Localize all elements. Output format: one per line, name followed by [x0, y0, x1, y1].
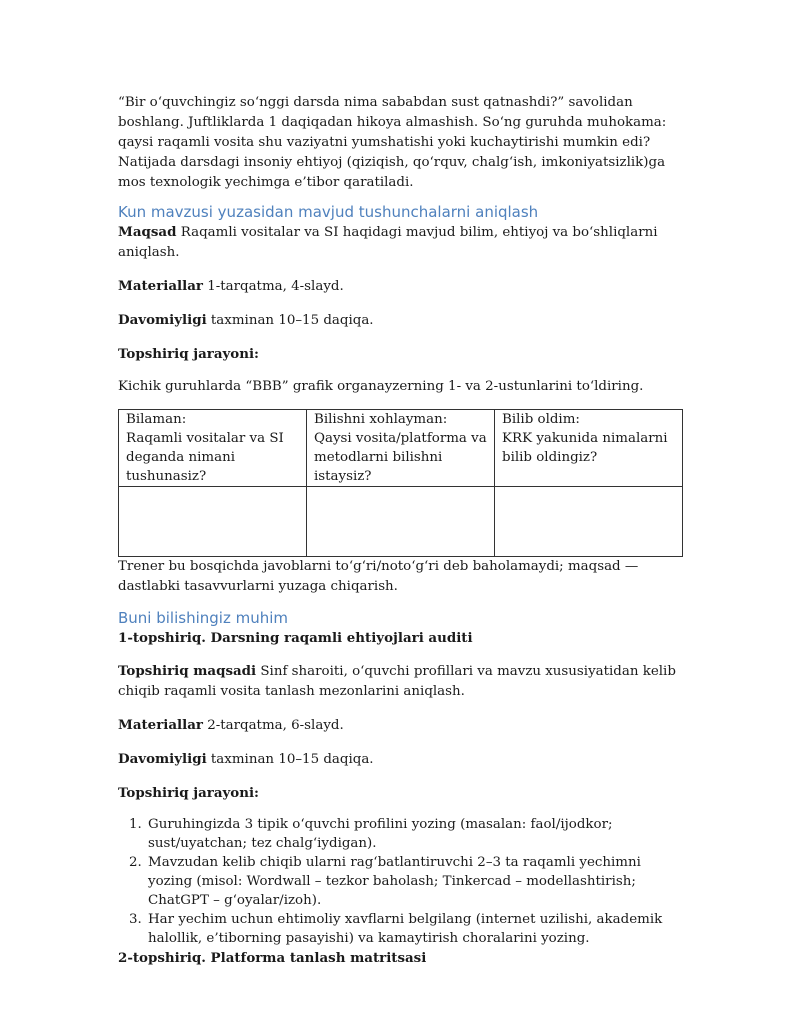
materials-paragraph-2 [118, 715, 683, 736]
materials-text: 1-tarqatma, 4-slayd. [202, 279, 344, 294]
cell-title: Bilaman: [126, 412, 187, 427]
cell-title: Bilishni xohlayman: [314, 412, 448, 427]
cell-question: Qaysi vosita/platforma va metodlarni bilishni istaysiz? [314, 431, 487, 484]
cell-title: Bilib oldim: [502, 412, 580, 427]
table-header-cell-know [119, 410, 307, 487]
table-header-cell-want [307, 410, 495, 487]
materials-paragraph [118, 276, 683, 297]
duration-paragraph-2 [118, 749, 683, 770]
table-cell-empty [307, 487, 495, 557]
task1-title: 1-topshiriq. Darsning raqamli ehtiyojlari auditi [118, 630, 473, 646]
list-item: 2. Mavzudan kelib chiqib ularni rag‘batlantiruvchi 2–3 ta raqamli yechimni yozing (misol: Wordwall – tezkor baholash; Tinkercad – modellashtirish; ChatGPT – g‘oyalar/izoh). [146, 853, 683, 910]
cell-question: KRK yakunida nimalarni bilib oldingiz? [502, 431, 668, 465]
duration-text: taxminan 10–15 daqiqa. [206, 313, 374, 328]
intro-paragraph: “Bir o‘quvchingiz so‘nggi darsda nima sababdan sust qatnashdi?” savolidan boshlang. Juftliklarda 1 daqiqadan hikoya almashish. So‘ng guruhda muhokama: qaysi raqamli vosita shu vaziyatni yumshatishi yoki kuchaytirishi mumkin edi? Natijada darsdagi insoniy ehtiyoj (qiziqish, qo‘rquv, chalg‘ish, imkoniyatsizlik)ga mos texnologik yechimga e’tibor qaratiladi. [118, 95, 667, 190]
table-cell-empty [119, 487, 307, 557]
list-item: 3. Har yechim uchun ehtimoliy xavflarni belgilang (internet uzilishi, akademik halollik, e’tiborning pasayishi) va kamaytirish choralarini yozing. [146, 910, 683, 948]
duration-paragraph [118, 310, 683, 331]
materials-text-2: 2-tarqatma, 6-slayd. [202, 718, 344, 733]
materials-label: Materiallar [118, 278, 203, 294]
goal-label: Maqsad [118, 224, 177, 240]
process-label-2: Topshiriq jarayoni: [118, 785, 259, 801]
section-heading-current-concepts: Kun mavzusi yuzasidan mavjud tushunchalarni aniqlash [118, 203, 539, 221]
table-empty-row [119, 487, 683, 557]
goal-paragraph [118, 222, 683, 263]
steps-list [118, 815, 683, 948]
table-cell-empty [495, 487, 683, 557]
duration-text-2: taxminan 10–15 daqiqa. [206, 752, 374, 767]
goal-text: Raqamli vositalar va SI haqidagi mavjud bilim, ehtiyoj va bo‘shliqlarni aniqlash. [118, 225, 658, 260]
list-item: 1. Guruhingizda 3 tipik o‘quvchi profilini yozing (masalan: faol/ijodkor; sust/uyatchan; tez chalg‘iydigan). [146, 815, 683, 853]
table-header-cell-learned [495, 410, 683, 487]
materials-label-2: Materiallar [118, 717, 203, 733]
bbb-organizer-table [118, 409, 683, 557]
duration-label-2: Davomiyligi [118, 751, 207, 767]
process-label: Topshiriq jarayoni: [118, 346, 259, 362]
trainer-note: Trener bu bosqichda javoblarni to‘g‘ri/noto‘g‘ri deb baholamaydi; maqsad — dastlabki tasavvurlarni yuzaga chiqarish. [118, 559, 639, 594]
duration-label: Davomiyligi [118, 312, 207, 328]
task-goal-text: Sinf sharoiti, o‘quvchi profillari va mavzu xususiyatidan kelib chiqib raqamli vosita tanlash mezonlarini aniqlash. [118, 664, 676, 699]
task-goal-paragraph [118, 661, 683, 702]
process-text: Kichik guruhlarda “BBB” grafik organayzerning 1- va 2-ustunlarini to‘ldiring. [118, 379, 644, 394]
cell-question: Raqamli vositalar va SI deganda nimani tushunasiz? [126, 431, 284, 484]
table-header-row [119, 410, 683, 487]
task2-title: 2-topshiriq. Platforma tanlash matritsasi [118, 950, 427, 966]
task-goal-label: Topshiriq maqsadi [118, 663, 257, 679]
document-page [118, 93, 683, 968]
section-heading-important: Buni bilishingiz muhim [118, 609, 288, 627]
